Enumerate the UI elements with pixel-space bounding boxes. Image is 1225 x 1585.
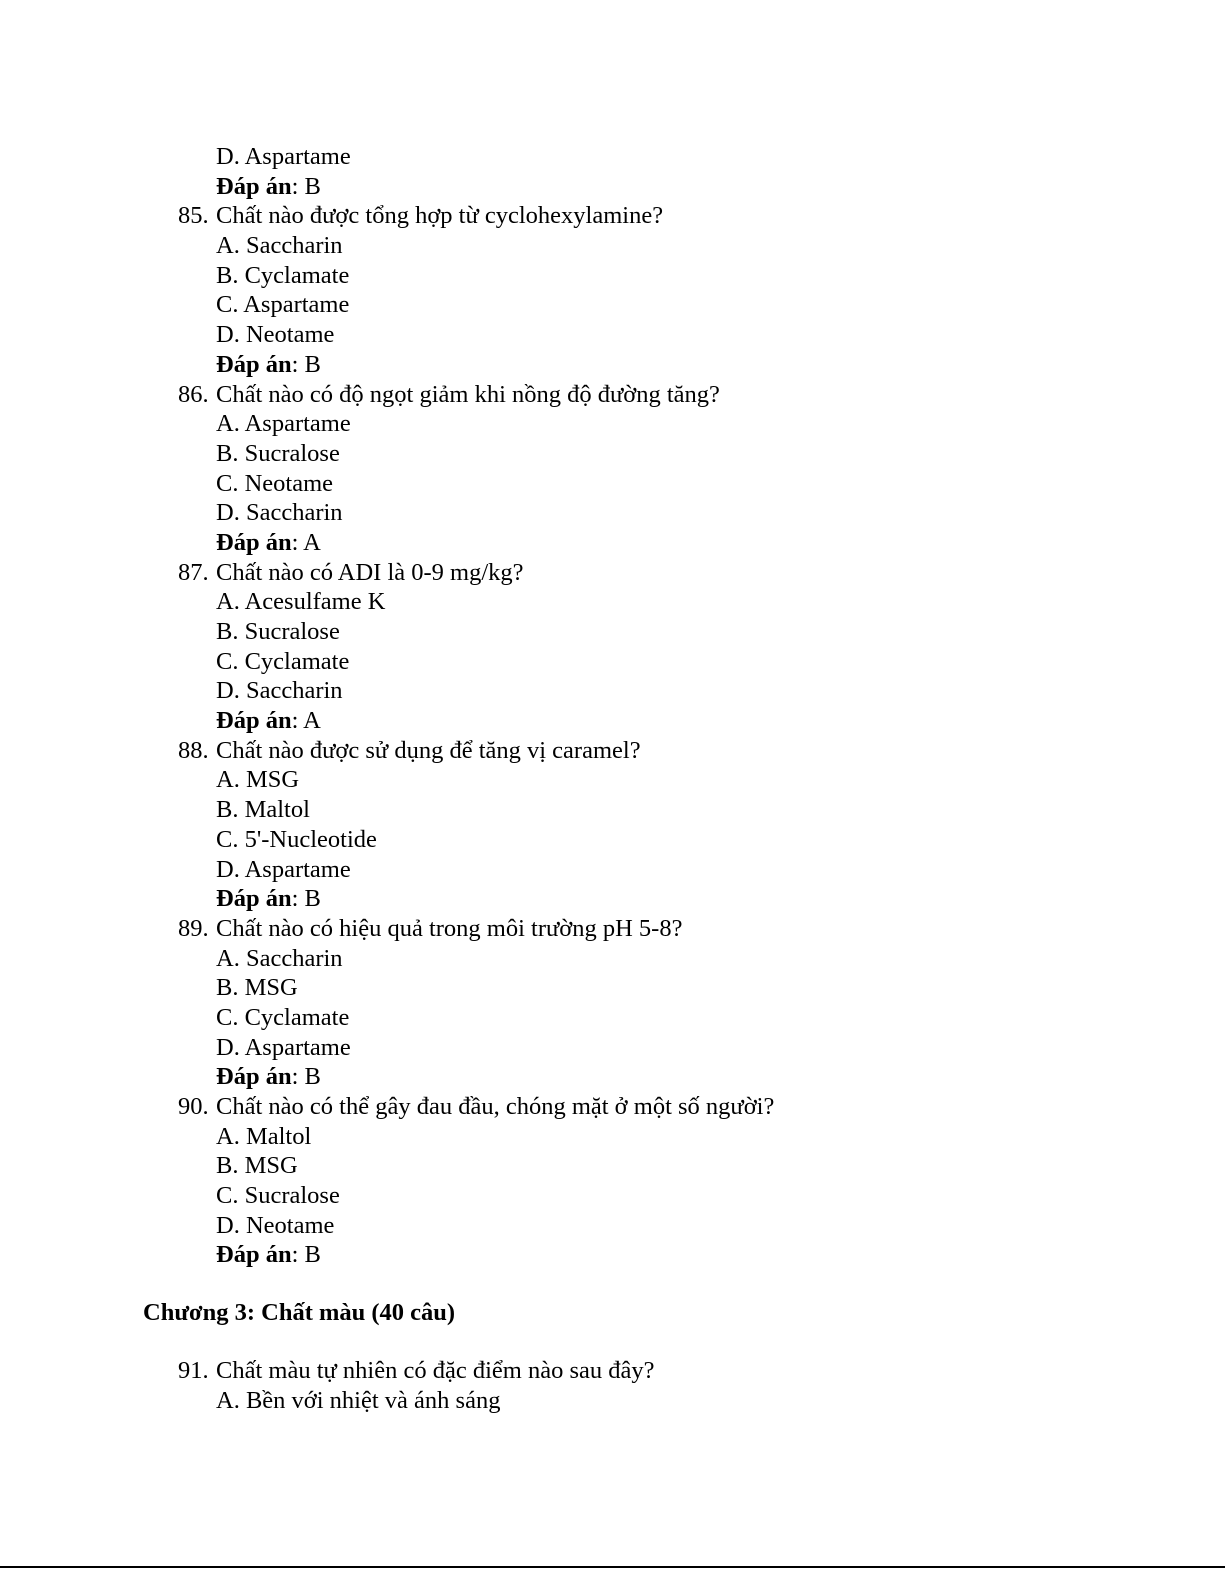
page-bottom-border xyxy=(0,1566,1225,1568)
question-text: Chất nào có thể gây đau đầu, chóng mặt ở một số người? xyxy=(216,1093,775,1120)
question-number: 90. xyxy=(178,1093,209,1120)
answer-label: Đáp án xyxy=(216,885,292,913)
answer-value: : B xyxy=(291,1063,321,1091)
option-b: B. Sucralose xyxy=(216,618,340,645)
option-d: D. Neotame xyxy=(216,321,335,349)
option-d: D. Aspartame xyxy=(216,1033,351,1061)
answer-line xyxy=(0,706,1225,736)
chapter-heading: Chương 3: Chất màu (40 câu) xyxy=(143,1299,456,1327)
answer-value: : A xyxy=(291,707,321,735)
answer-line xyxy=(0,1240,1225,1270)
answer-line xyxy=(0,350,1225,380)
option-a: A. Bền với nhiệt và ánh sáng xyxy=(216,1386,501,1414)
answer-line xyxy=(0,172,1225,202)
answer-value: : B xyxy=(291,350,321,378)
question-88 xyxy=(0,736,1225,766)
document-page xyxy=(0,142,1225,1416)
question-85 xyxy=(0,201,1225,231)
option-a: A. Saccharin xyxy=(216,232,343,260)
option-c: C. Sucralose xyxy=(216,1182,340,1210)
question-text: Chất màu tự nhiên có đặc điểm nào sau đây? xyxy=(216,1357,655,1385)
answer-value: : B xyxy=(291,1241,321,1269)
question-text: Chất nào được tổng hợp từ cyclohexylamine? xyxy=(216,202,664,230)
answer-label: Đáp án xyxy=(216,1063,292,1091)
question-number: 89. xyxy=(178,914,209,942)
option-c: C. Aspartame xyxy=(216,291,350,319)
option-a: A. MSG xyxy=(216,766,300,794)
option-a: A. Aspartame xyxy=(216,410,351,438)
answer-value: : A xyxy=(291,528,321,556)
question-90 xyxy=(0,1092,1225,1122)
answer-label: Đáp án xyxy=(216,528,292,556)
answer-line xyxy=(0,884,1225,914)
question-text: Chất nào có độ ngọt giảm khi nồng độ đường tăng? xyxy=(216,380,720,408)
question-number: 91. xyxy=(178,1357,209,1385)
option-d: D. Aspartame xyxy=(216,855,351,883)
option-b: B. MSG xyxy=(216,1152,298,1180)
option-b: B. Maltol xyxy=(216,796,310,824)
option-d: D. Neotame xyxy=(216,1211,335,1239)
option-b: B. Sucralose xyxy=(216,439,340,467)
answer-line xyxy=(0,528,1225,558)
option-d: D. Saccharin xyxy=(216,499,343,527)
question-text: Chất nào có ADI là 0-9 mg/kg? xyxy=(216,558,524,586)
answer-value: : B xyxy=(291,172,321,200)
option-b: B. MSG xyxy=(216,974,298,1002)
question-89 xyxy=(0,914,1225,944)
option-c: C. 5'-Nucleotide xyxy=(216,825,377,853)
option-b: B. Cyclamate xyxy=(216,261,350,289)
option-c: C. Neotame xyxy=(216,469,334,497)
question-number: 88. xyxy=(178,736,209,764)
question-91 xyxy=(0,1356,1225,1386)
option-a: A. Saccharin xyxy=(216,944,343,972)
answer-line xyxy=(0,1062,1225,1092)
question-number: 86. xyxy=(178,380,209,408)
option-a: A. Maltol xyxy=(216,1122,312,1150)
question-text: Chất nào có hiệu quả trong môi trường pH 5-8? xyxy=(216,914,683,942)
answer-label: Đáp án xyxy=(216,707,292,735)
option-c: C. Cyclamate xyxy=(216,647,350,675)
answer-label: Đáp án xyxy=(216,1241,292,1269)
option-d: D. Saccharin xyxy=(216,677,343,705)
question-text: Chất nào được sử dụng để tăng vị caramel? xyxy=(216,736,641,764)
option-c: C. Cyclamate xyxy=(216,1003,350,1031)
option-a: A. Acesulfame K xyxy=(216,588,386,616)
question-number: 87. xyxy=(178,558,209,586)
answer-value: : B xyxy=(291,885,321,913)
question-86 xyxy=(0,380,1225,410)
question-87 xyxy=(0,558,1225,588)
answer-label: Đáp án xyxy=(216,350,292,378)
question-number: 85. xyxy=(178,202,209,230)
option-d: D. Aspartame xyxy=(216,143,351,170)
answer-label: Đáp án xyxy=(216,172,292,200)
